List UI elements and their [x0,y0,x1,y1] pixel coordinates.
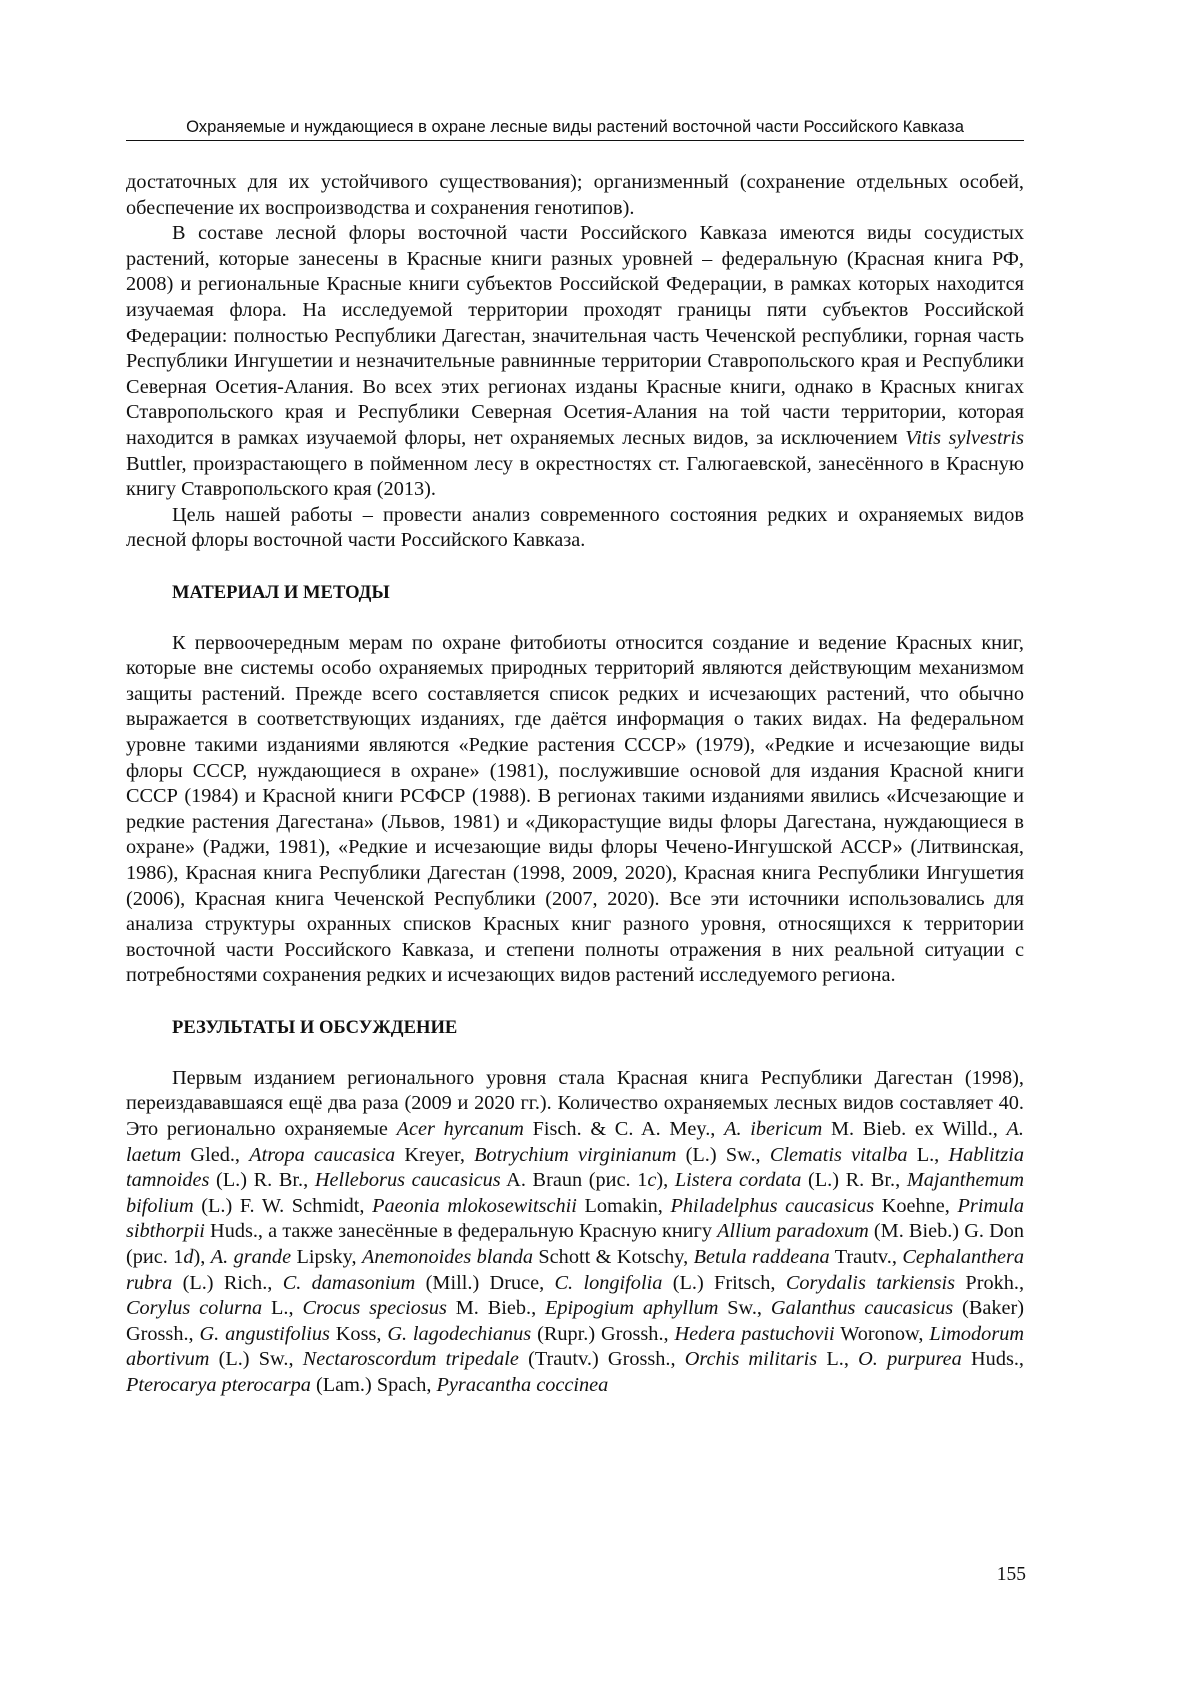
text-run: Цель нашей работы – провести анализ современного состояния редких и охраняемых видов лесной флоры восточной части Российского Кавказа. [126,503,1024,552]
italic-text: Nectaroscordum tripedale [302,1348,519,1371]
italic-text: G. lagodechianus [387,1322,532,1345]
text-run: L., [817,1348,859,1371]
italic-text: Epipogium aphyllum [545,1297,719,1320]
text-run: ), [193,1245,211,1268]
text-run: (L.) Fritsch, [662,1271,786,1294]
text-run: Koss, [329,1322,388,1345]
text-run: Trautv., [829,1245,903,1268]
text-run: M. Bieb., [446,1297,546,1320]
spacer [126,1040,1024,1066]
italic-text: Acer hyrcanum [396,1117,524,1140]
text-run: L., [262,1297,303,1320]
italic-text: C. longifolia [554,1271,663,1294]
italic-text: Allium paradoxum [717,1220,869,1243]
section-heading-results: РЕЗУЛЬТАТЫ И ОБСУЖДЕНИЕ [172,1016,458,1038]
running-header: Охраняемые и нуждающиеся в охране лесные виды растений восточной части Российского Кавказа [126,116,1024,141]
italic-text: C. damasonium [282,1271,416,1294]
text-run: достаточных для их устойчивого существования); организменный (сохранение отдельных особей, обеспечение их воспроизводства и сохранения генотипов). [126,171,1024,219]
italic-text: Betula raddeana [693,1245,830,1268]
text-run: (L.) Sw., [676,1143,770,1166]
italic-text: Vitis sylvestris [905,426,1024,449]
text-run: (L.) R. Br., [209,1169,315,1192]
italic-text: Listera cordata [674,1169,802,1192]
italic-text: Paeonia mlokosewitschii [372,1194,577,1217]
italic-text: Corydalis tarkiensis [785,1271,956,1294]
italic-text: A. laetum [126,1117,1024,1166]
italic-text: Helleborus caucasicus [314,1169,501,1192]
paragraph-1 [126,170,1024,221]
text-run: (Baker) Grossh., [126,1297,1024,1345]
text-run: Fisch. & C. A. Mey., [523,1117,725,1140]
text-run: (Mill.) Druce, [415,1271,555,1294]
page-number: 155 [996,1564,1026,1585]
italic-text: A. grande [210,1245,292,1268]
italic-text: Limodorum abortivum [126,1322,1025,1371]
text-run: A. Braun (рис. 1 [500,1169,648,1192]
text-run: Schott & Kotschy, [533,1245,694,1268]
text-run: M. Bieb. ex Willd., [822,1117,1007,1140]
text-run: (Trautv.) Grossh., [518,1348,685,1371]
italic-text: Hablitzia tamnoides [126,1143,1024,1192]
italic-text: Orchis militaris [684,1348,818,1371]
italic-text: c [647,1169,657,1192]
italic-text: Atropa caucasica [249,1143,396,1166]
italic-text: Clematis vitalba [769,1143,908,1166]
text-run: Kreyer, [395,1143,475,1166]
text-run: (M. Bieb.) G. Don (рис. 1 [126,1220,1024,1268]
text-run: К первоочередным мерам по охране фитобиоты относится создание и ведение Красных книг, которые вне системы особо охраняемых природных территорий являются действующим механизмом защиты растений. Прежде всего составляется список редких и исчезающих растений, что обычно выражается в соответствующих изданиях, где даётся информация о таких видах. На федеральном уровне такими изданиями являются «Редкие растения СССР» (1979), «Редкие и исчезающие виды флоры СССР, нуждающиеся в охране» (1981), послужившие основой для издания Красной книги СССР (1984) и Красной книги РСФСР (1988). В регионах такими изданиями явились «Исчезающие и редкие растения Дагестана» (Львов, 1981) и «Дикорастущие виды флоры Дагестана, нуждающиеся в охране» (Раджи, 1981), «Редкие и исчезающие виды флоры Чечено-Ингушской АССР» (Литвинская, 1986), Красная книга Республики Дагестан (1998, 2009, 2020), Красная книга Республики Ингушетия (2006), Красная книга Чеченской Республики (2007, 2020). Все эти источники использовались для анализа структуры охранных списков Красных книг разного уровня, относящихся к территории восточной части Российского Кавказа, и степени полноты отражения в них реальной ситуации с потребностями сохранения редких и исчезающих видов растений исследуемого региона. [126,631,1024,987]
italic-text: A. ibericum [724,1117,823,1140]
text-run: Lipsky, [291,1245,362,1268]
text-run: Sw., [718,1297,771,1320]
italic-text: Pyracantha coccinea [436,1373,609,1396]
text-run: (Lam.) Spach, [310,1373,437,1396]
section-heading-materials: МАТЕРИАЛ И МЕТОДЫ [172,581,390,603]
italic-text: Hedera pastuchovii [674,1322,835,1345]
italic-text: O. purpurea [858,1348,962,1371]
italic-text: Botrychium virginianum [474,1143,677,1166]
text-run: Lomakin, [576,1194,671,1217]
spacer [126,989,1024,1015]
text-run: Prokh., [955,1271,1025,1294]
text-run: ), [656,1169,675,1192]
spacer [126,605,1024,631]
italic-text: Philadelphus caucasicus [670,1194,875,1217]
italic-text: Galanthus caucasicus [770,1297,954,1320]
text-run: (Rupr.) Grossh., [531,1322,675,1345]
spacer [126,554,1024,580]
text-run: Первым изданием регионального уровня стала Красная книга Республики Дагестан (1998), переиздававшаяся ещё два раза (2009 и 2020 гг.). Количество охраняемых лесных видов составляет 40. Это регионально охраняемые [126,1066,1024,1140]
text-run: L., [907,1143,949,1166]
paragraph-2 [126,221,1024,503]
text-run: Koehne, [874,1194,958,1217]
italic-text: Corylus colurna [126,1297,263,1320]
italic-text: Primula sibthorpii [126,1194,1024,1243]
italic-text: d [183,1245,194,1268]
paragraph-5 [126,1066,1024,1399]
text-run: (L.) R. Br., [801,1169,907,1192]
italic-text: Majanthemum bifolium [126,1169,1024,1217]
italic-text: Pterocarya pterocarpa [126,1373,311,1396]
text-run: (L.) Rich., [172,1271,283,1294]
paragraph-4 [126,631,1024,989]
italic-text: Crocus speciosus [302,1297,447,1320]
body-text [126,170,1024,1399]
text-run: Huds., а также занесённые в федеральную Красную книгу [204,1220,718,1243]
italic-text: Anemonoides blanda [361,1245,533,1268]
italic-text: Cephalanthera rubra [126,1245,1024,1294]
text-run: Woronow, [834,1322,930,1345]
text-run: Buttler, произрастающего в пойменном лесу в окрестностях ст. Галюгаевской, занесённого в Красную книгу Ставропольского края (2013). [126,452,1024,501]
text-run: В составе лесной флоры восточной части Российского Кавказа имеются виды сосудистых растений, которые занесены в Красные книги разных уровней – федеральную (Красная книга РФ, 2008) и региональные Красные книги субъектов Российской Федерации, в рамках которых находится изучаемая флора. На исследуемой территории проходят границы пяти субъектов Российской Федерации: полностью Республики Дагестан, значительная часть Чеченской республики, горная часть Республики Ингушетии и незначительные равнинные территории Ставропольского края и Республики Северная Осетия-Алания. Во всех этих регионах изданы Красные книги, однако в Красных книгах Ставропольского края и Республики Северная Осетия-Алания на той части территории, которая находится в рамках изучаемой флоры, нет охраняемых лесных видов, за исключением [126,222,1024,449]
italic-text: G. angustifolius [199,1322,330,1345]
text-run: (L.) F. W. Schmidt, [193,1194,373,1217]
paragraph-3 [126,503,1024,554]
text-run: Gled., [181,1143,250,1166]
text-run: (L.) Sw., [209,1348,303,1371]
text-run: Huds., [961,1348,1024,1371]
